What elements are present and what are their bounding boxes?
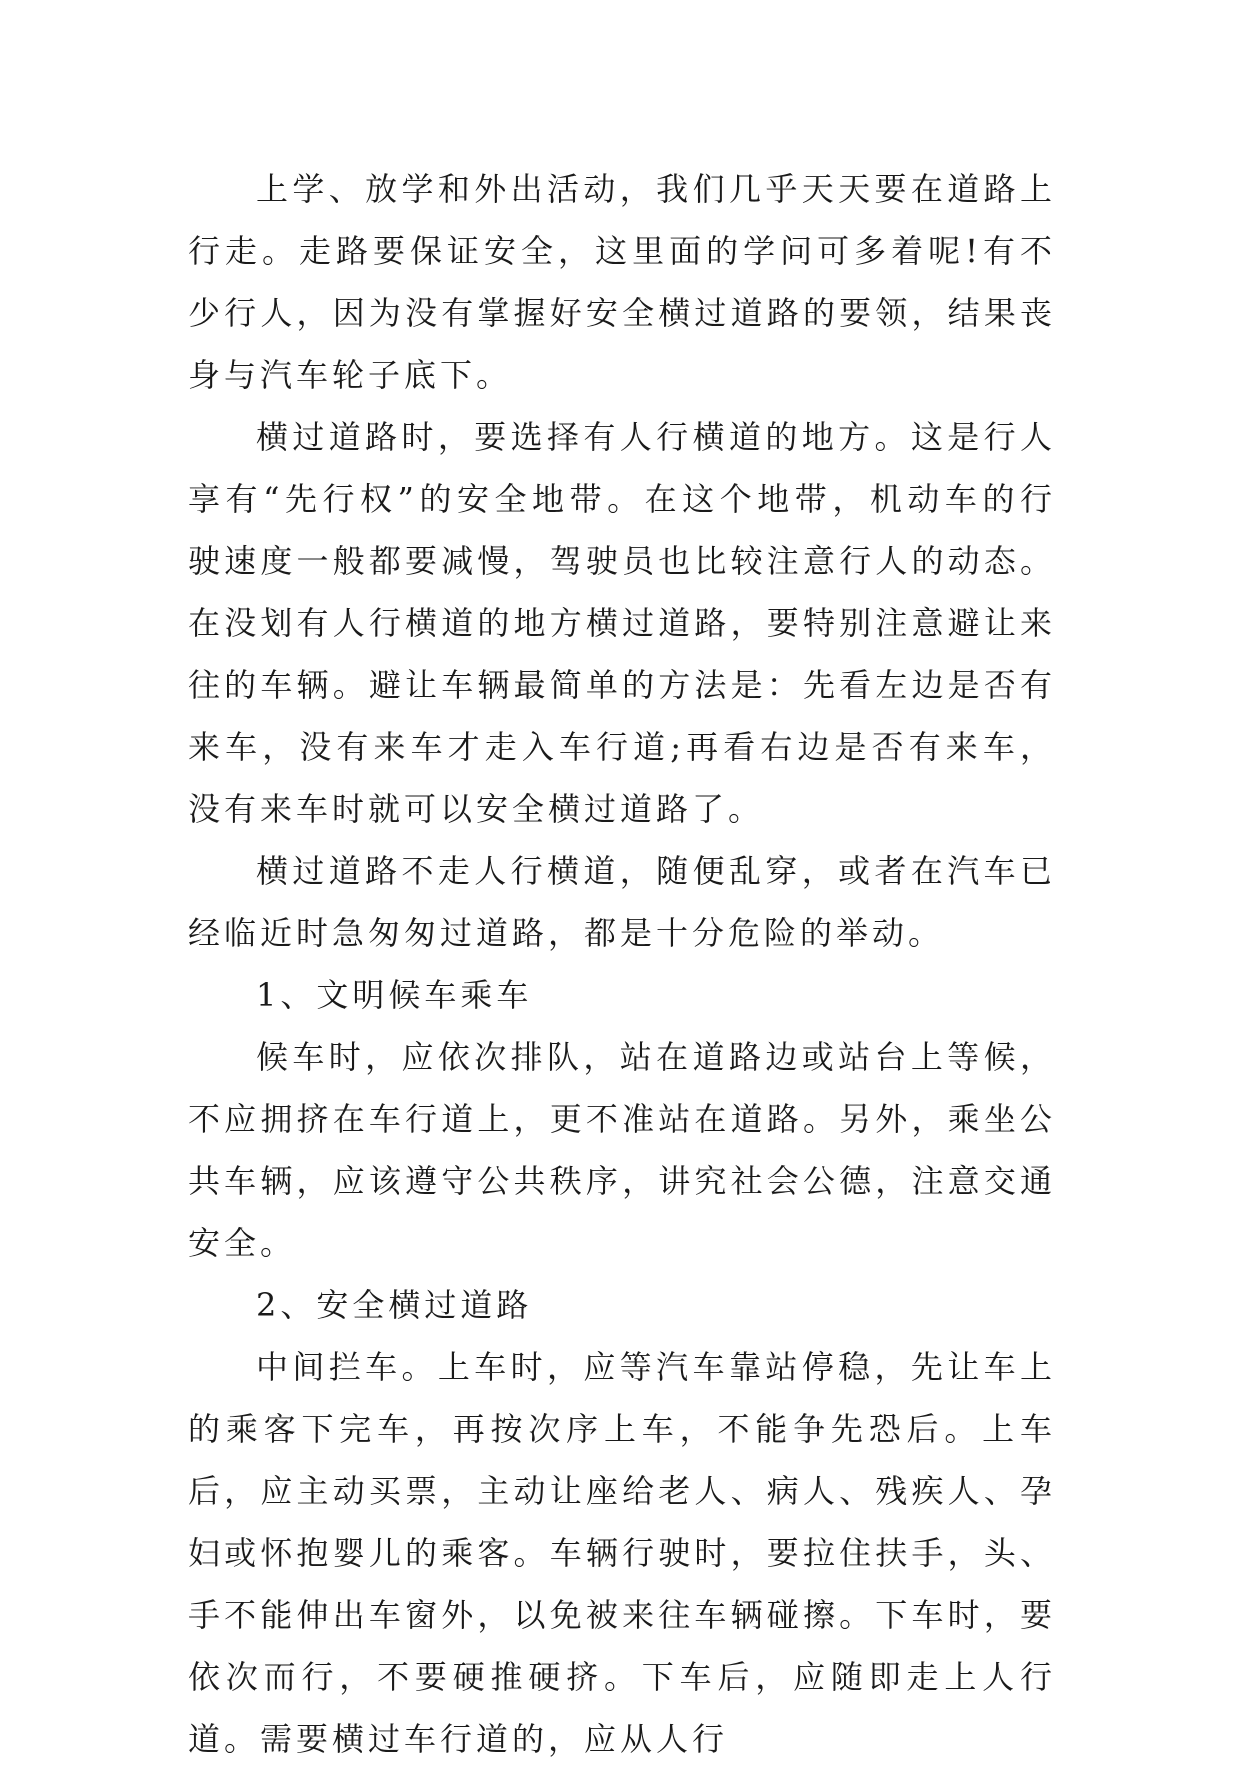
paragraph-danger: 横过道路不走人行横道，随便乱穿，或者在汽车已经临近时急匆匆过道路，都是十分危险的举动。 bbox=[188, 852, 1056, 952]
section-heading-1: 1、文明候车乘车 bbox=[256, 976, 533, 1014]
document-body bbox=[188, 158, 1056, 1770]
paragraph-crosswalk: 横过道路时，要选择有人行横道的地方。这是行人享有“先行权”的安全地带。在这个地带，机动车的行驶速度一般都要减慢，驾驶员也比较注意行人的动态。在没划有人行横道的地方横过道路，要特别注意避让来往的车辆。避让车辆最简单的方法是：先看左边是否有来车，没有来车才走入车行道;再看右边是否有来车，没有来车时就可以安全横过道路了。 bbox=[188, 418, 1056, 828]
paragraph-intro: 上学、放学和外出活动，我们几乎天天要在道路上行走。走路要保证安全，这里面的学问可多着呢!有不少行人，因为没有掌握好安全横过道路的要领，结果丧身与汽车轮子底下。 bbox=[188, 170, 1056, 394]
paragraph-boarding: 中间拦车。上车时，应等汽车靠站停稳，先让车上的乘客下完车，再按次序上车，不能争先恐后。上车后，应主动买票，主动让座给老人、病人、残疾人、孕妇或怀抱婴儿的乘客。车辆行驶时，要拉住扶手，头、手不能伸出车窗外，以免被来往车辆碰擦。下车时，要依次而行，不要硬推硬挤。下车后，应随即走上人行道。需要横过车行道的，应从人行 bbox=[188, 1348, 1056, 1758]
paragraph-waiting: 候车时，应依次排队，站在道路边或站台上等候，不应拥挤在车行道上，更不准站在道路。另外，乘坐公共车辆，应该遵守公共秩序，讲究社会公德，注意交通安全。 bbox=[188, 1038, 1056, 1262]
section-heading-2: 2、安全横过道路 bbox=[256, 1286, 533, 1324]
